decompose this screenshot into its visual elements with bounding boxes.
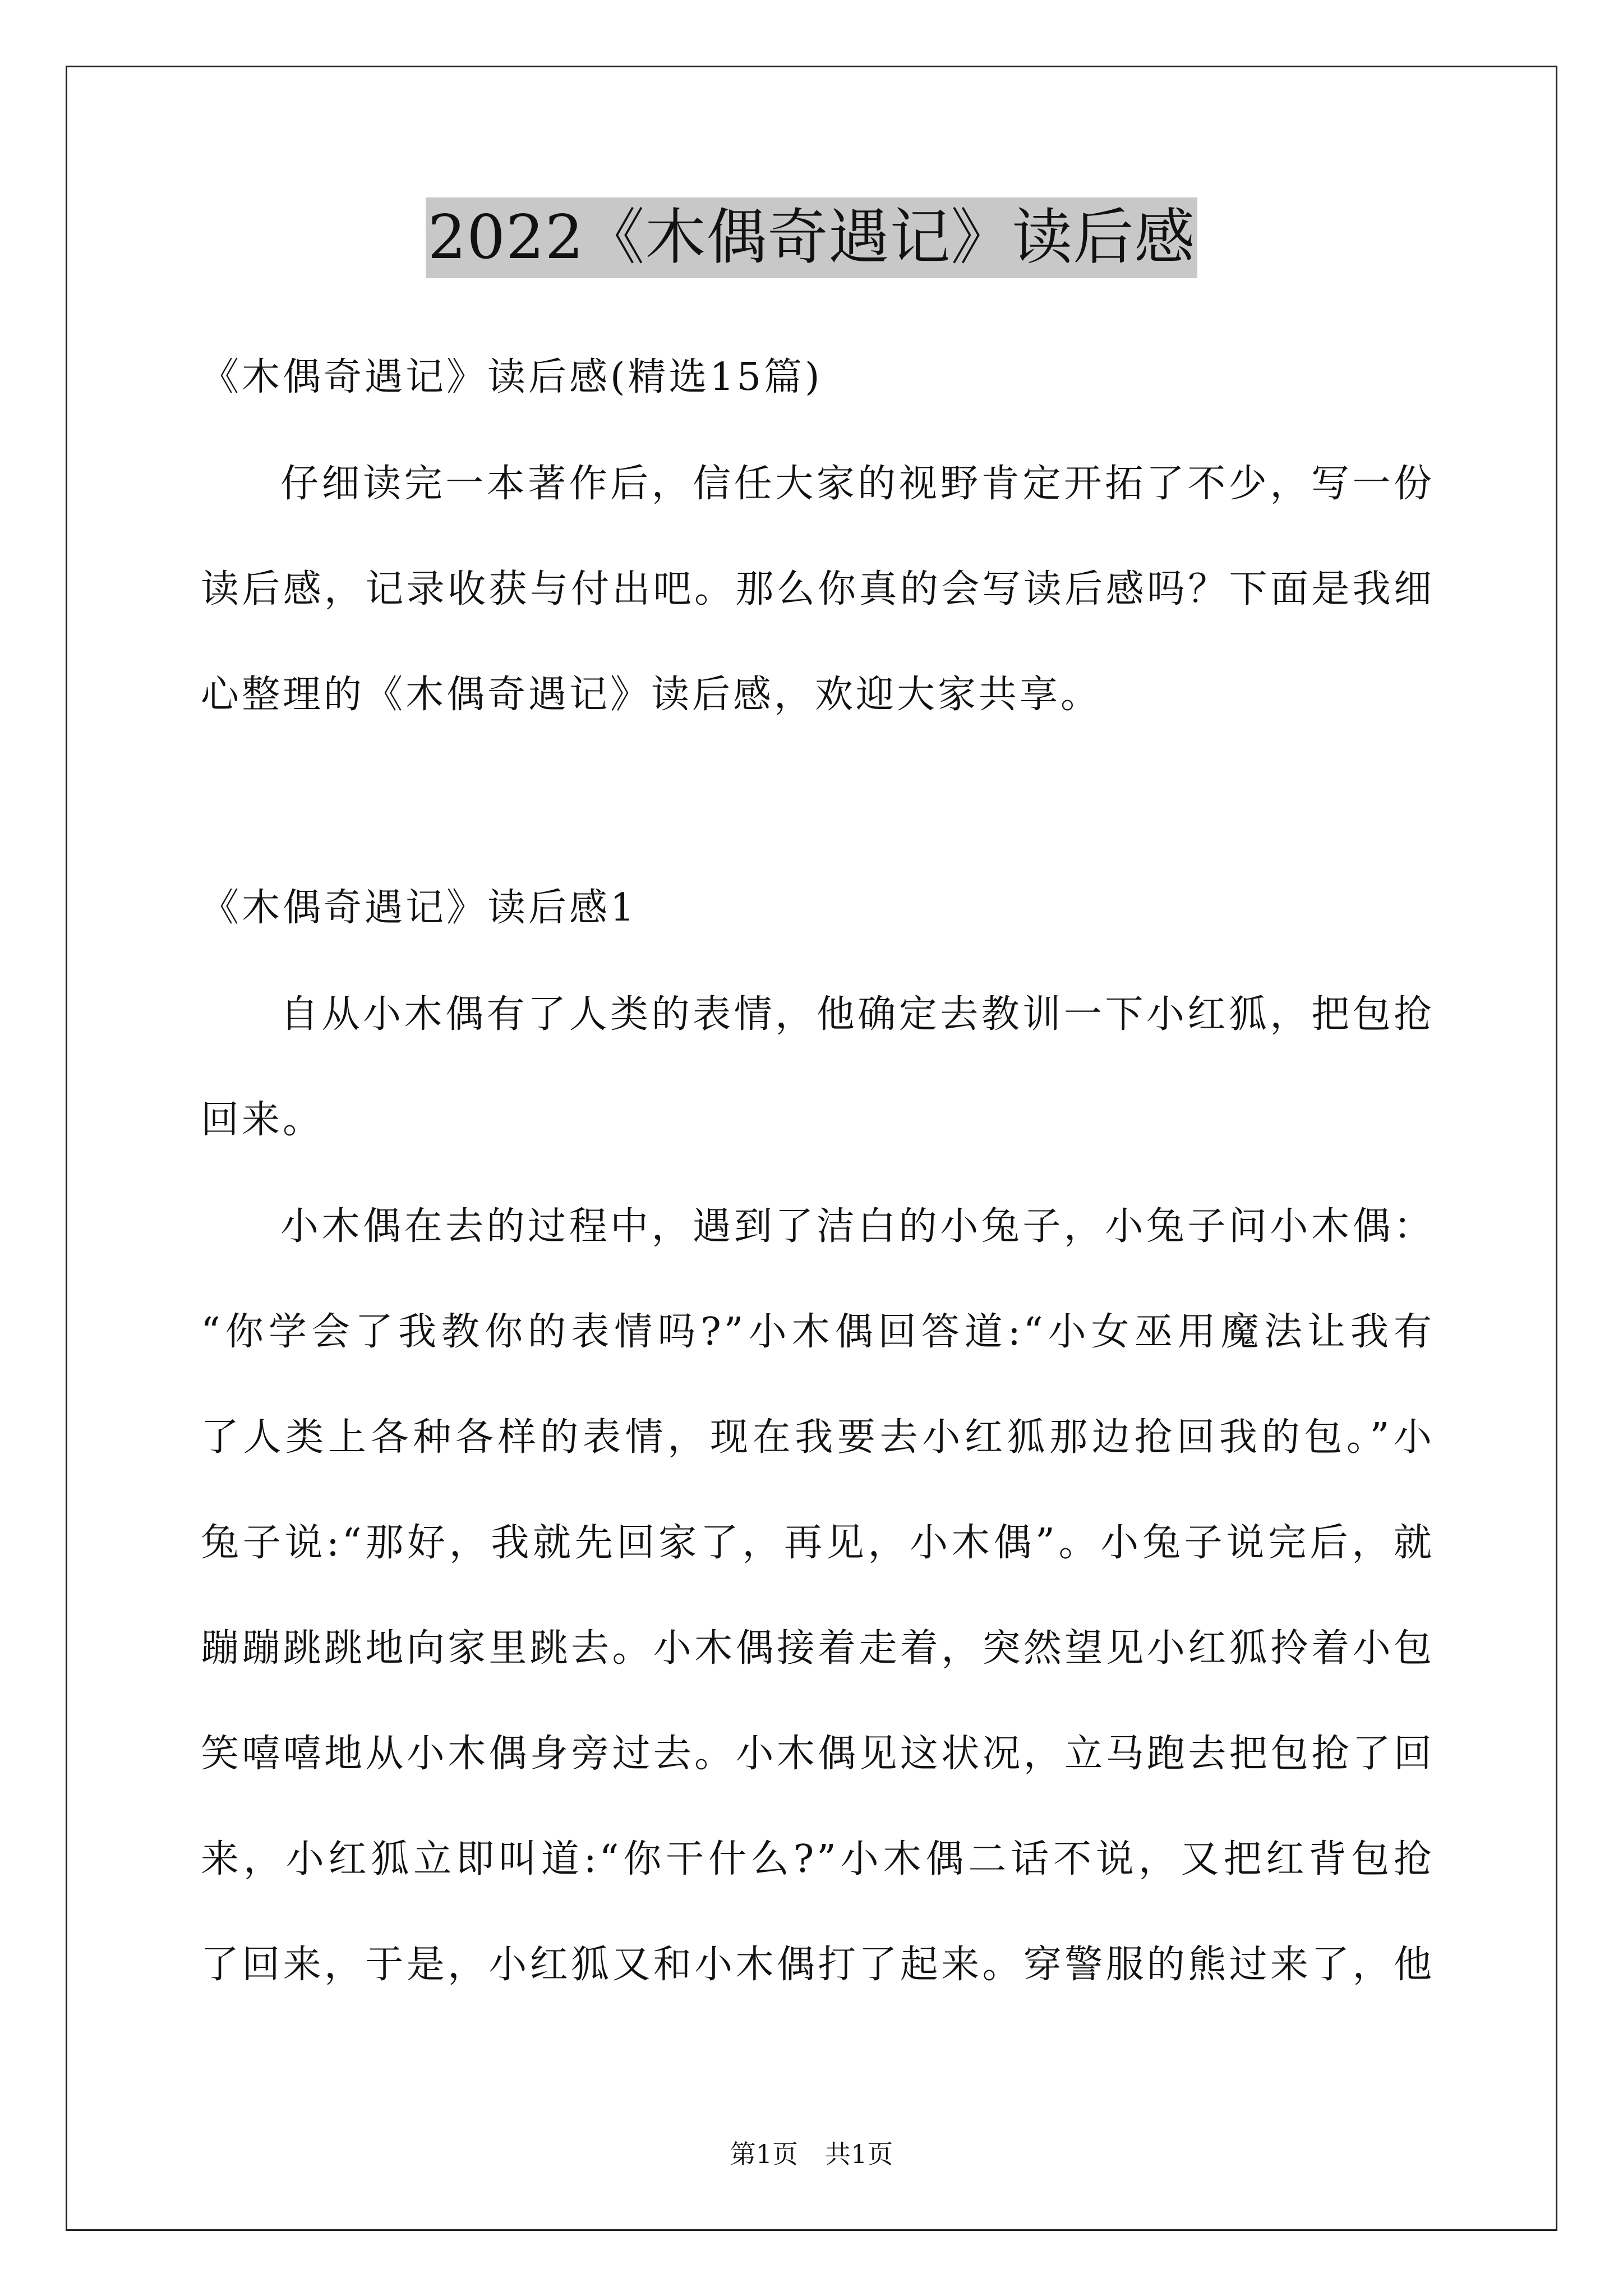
- paragraph-line: 笑嘻嘻地从小木偶身旁过去。小木偶见这状况，立马跑去把包抢了回: [201, 1732, 1435, 1776]
- title-container: [0, 197, 1623, 278]
- document-title: 2022《木偶奇遇记》读后感: [426, 197, 1198, 278]
- paragraph-line: 了人类上各种各样的表情，现在我要去小红狐那边抢回我的包。”小: [201, 1415, 1435, 1460]
- paragraph-line: 了回来，于是，小红狐又和小木偶打了起来。穿警服的熊过来了，他: [201, 1943, 1435, 1987]
- intro-line: 心整理的《木偶奇遇记》读后感，欢迎大家共享。: [201, 673, 1102, 717]
- paragraph-line: 来，小红狐立即叫道:“你干什么?”小木偶二话不说，又把红背包抢: [201, 1837, 1435, 1881]
- subtitle: 《木偶奇遇记》读后感(精选15篇): [201, 355, 823, 399]
- intro-line: 仔细读完一本著作后，信任大家的视野肯定开拓了不少，写一份: [280, 462, 1435, 506]
- page-footer: [0, 2137, 1623, 2171]
- section-heading: 《木偶奇遇记》读后感1: [201, 886, 638, 930]
- paragraph-line: 小木偶在去的过程中，遇到了洁白的小兔子，小兔子问小木偶：: [280, 1204, 1435, 1249]
- intro-line: 读后感，记录收获与付出吧。那么你真的会写读后感吗？下面是我细: [201, 567, 1435, 611]
- paragraph-line: 自从小木偶有了人类的表情，他确定去教训一下小红狐，把包抢: [280, 992, 1435, 1037]
- page-number-current: 第1页: [730, 2139, 798, 2169]
- paragraph-line: 蹦蹦跳跳地向家里跳去。小木偶接着走着，突然望见小红狐拎着小包: [201, 1626, 1435, 1671]
- paragraph-line: 兔子说:“那好，我就先回家了，再见，小木偶”。小兔子说完后，就: [201, 1521, 1435, 1565]
- page-number-total: 共1页: [825, 2139, 893, 2169]
- paragraph-line: “你学会了我教你的表情吗?”小木偶回答道:“小女巫用魔法让我有: [201, 1310, 1435, 1354]
- paragraph-line: 回来。: [201, 1098, 324, 1142]
